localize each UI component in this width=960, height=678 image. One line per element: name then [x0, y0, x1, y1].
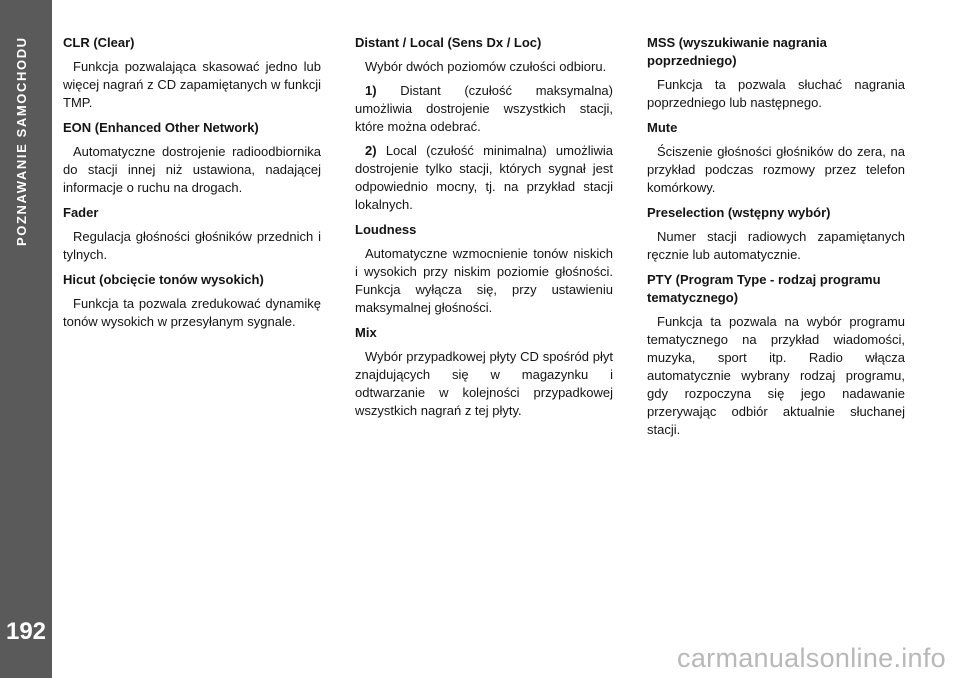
term-heading: CLR (Clear): [63, 35, 135, 50]
term-description: Ściszenie głośności głośników do zera, na przykład podczas rozmowy przez telefon komórkowy.: [647, 144, 905, 195]
entry-preselection: [647, 204, 905, 264]
numbered-item-2: [355, 142, 613, 214]
watermark: carmanualsonline.info: [677, 643, 946, 673]
page-number: 192: [5, 618, 47, 645]
term-heading: Mute: [647, 120, 678, 135]
term-heading: Mix: [355, 325, 377, 340]
term-heading: Fader: [63, 205, 99, 220]
entry-distant-local: [355, 34, 613, 214]
term-description: Regulacja głośności głośników przednich i tylnych.: [63, 229, 321, 262]
term-description: Wybór dwóch poziomów czułości odbioru.: [365, 59, 607, 74]
section-title: POZNAWANIE SAMOCHODU: [14, 36, 29, 246]
term-description: Numer stacji radiowych zapamiętanych ręcznie lub automatycznie.: [647, 229, 905, 262]
column-3: [647, 34, 905, 446]
term-description: Automatyczne wzmocnienie tonów niskich i wysokich przy niskim poziomie głośności. Funkcja wyłącza się, przy ustawieniu maksymalnej głośności.: [355, 246, 613, 315]
item-number: 2): [365, 143, 377, 158]
numbered-item-1: [355, 82, 613, 136]
term-description: Funkcja ta pozwala na wybór programu tematycznego na przykład wiadomości, muzyka, sport itp. Radio włącza automatycznie wybrany rodzaj programu, gdy rozpoczyna się jego nadawanie przerywając odbiór aktualnie słuchanej stacji.: [647, 314, 905, 437]
entry-clr: [63, 34, 321, 112]
term-heading: Loudness: [355, 222, 417, 237]
item-text: Local (czułość minimalna) umożliwia dostrojenie tylko stacji, których sygnał jest odpowiednio mocny, tj. na przykład stacji lokalnych.: [355, 143, 613, 212]
entry-fader: [63, 204, 321, 264]
column-1: [63, 34, 321, 338]
term-heading: EON (Enhanced Other Network): [63, 120, 259, 135]
sidebar: [0, 0, 52, 678]
term-description: Wybór przypadkowej płyty CD spośród płyt znajdujących się w magazynku i odtwarzanie w kolejności przypadkowej wszystkich nagrań z tej płyty.: [355, 349, 613, 418]
term-description: Automatyczne dostrojenie radioodbiornika do stacji innej niż ustawiona, nadającej informacje o ruchu na drogach.: [63, 144, 321, 195]
entry-mute: [647, 119, 905, 197]
term-heading: Distant / Local (Sens Dx / Loc): [355, 35, 542, 50]
term-description: Funkcja pozwalająca skasować jedno lub więcej nagrań z CD zapamiętanych w funkcji TMP.: [63, 59, 321, 110]
entry-loudness: [355, 221, 613, 317]
entry-mss: [647, 34, 905, 112]
term-heading: MSS (wyszukiwanie nagrania poprzedniego): [647, 35, 827, 68]
term-heading: Hicut (obcięcie tonów wysokich): [63, 272, 264, 287]
entry-mix: [355, 324, 613, 420]
item-number: 1): [365, 83, 377, 98]
entry-hicut: [63, 271, 321, 331]
term-heading: PTY (Program Type - rodzaj programu tematycznego): [647, 272, 881, 305]
term-description: Funkcja ta pozwala zredukować dynamikę tonów wysokich w przesyłanym sygnale.: [63, 296, 321, 329]
entry-pty: [647, 271, 905, 439]
term-heading: Preselection (wstępny wybór): [647, 205, 831, 220]
entry-eon: [63, 119, 321, 197]
column-2: [355, 34, 613, 427]
item-text: Distant (czułość maksymalna) umożliwia dostrojenie wszystkich stacji, które można odebrać.: [355, 83, 613, 134]
term-description: Funkcja ta pozwala słuchać nagrania poprzedniego lub następnego.: [647, 77, 905, 110]
